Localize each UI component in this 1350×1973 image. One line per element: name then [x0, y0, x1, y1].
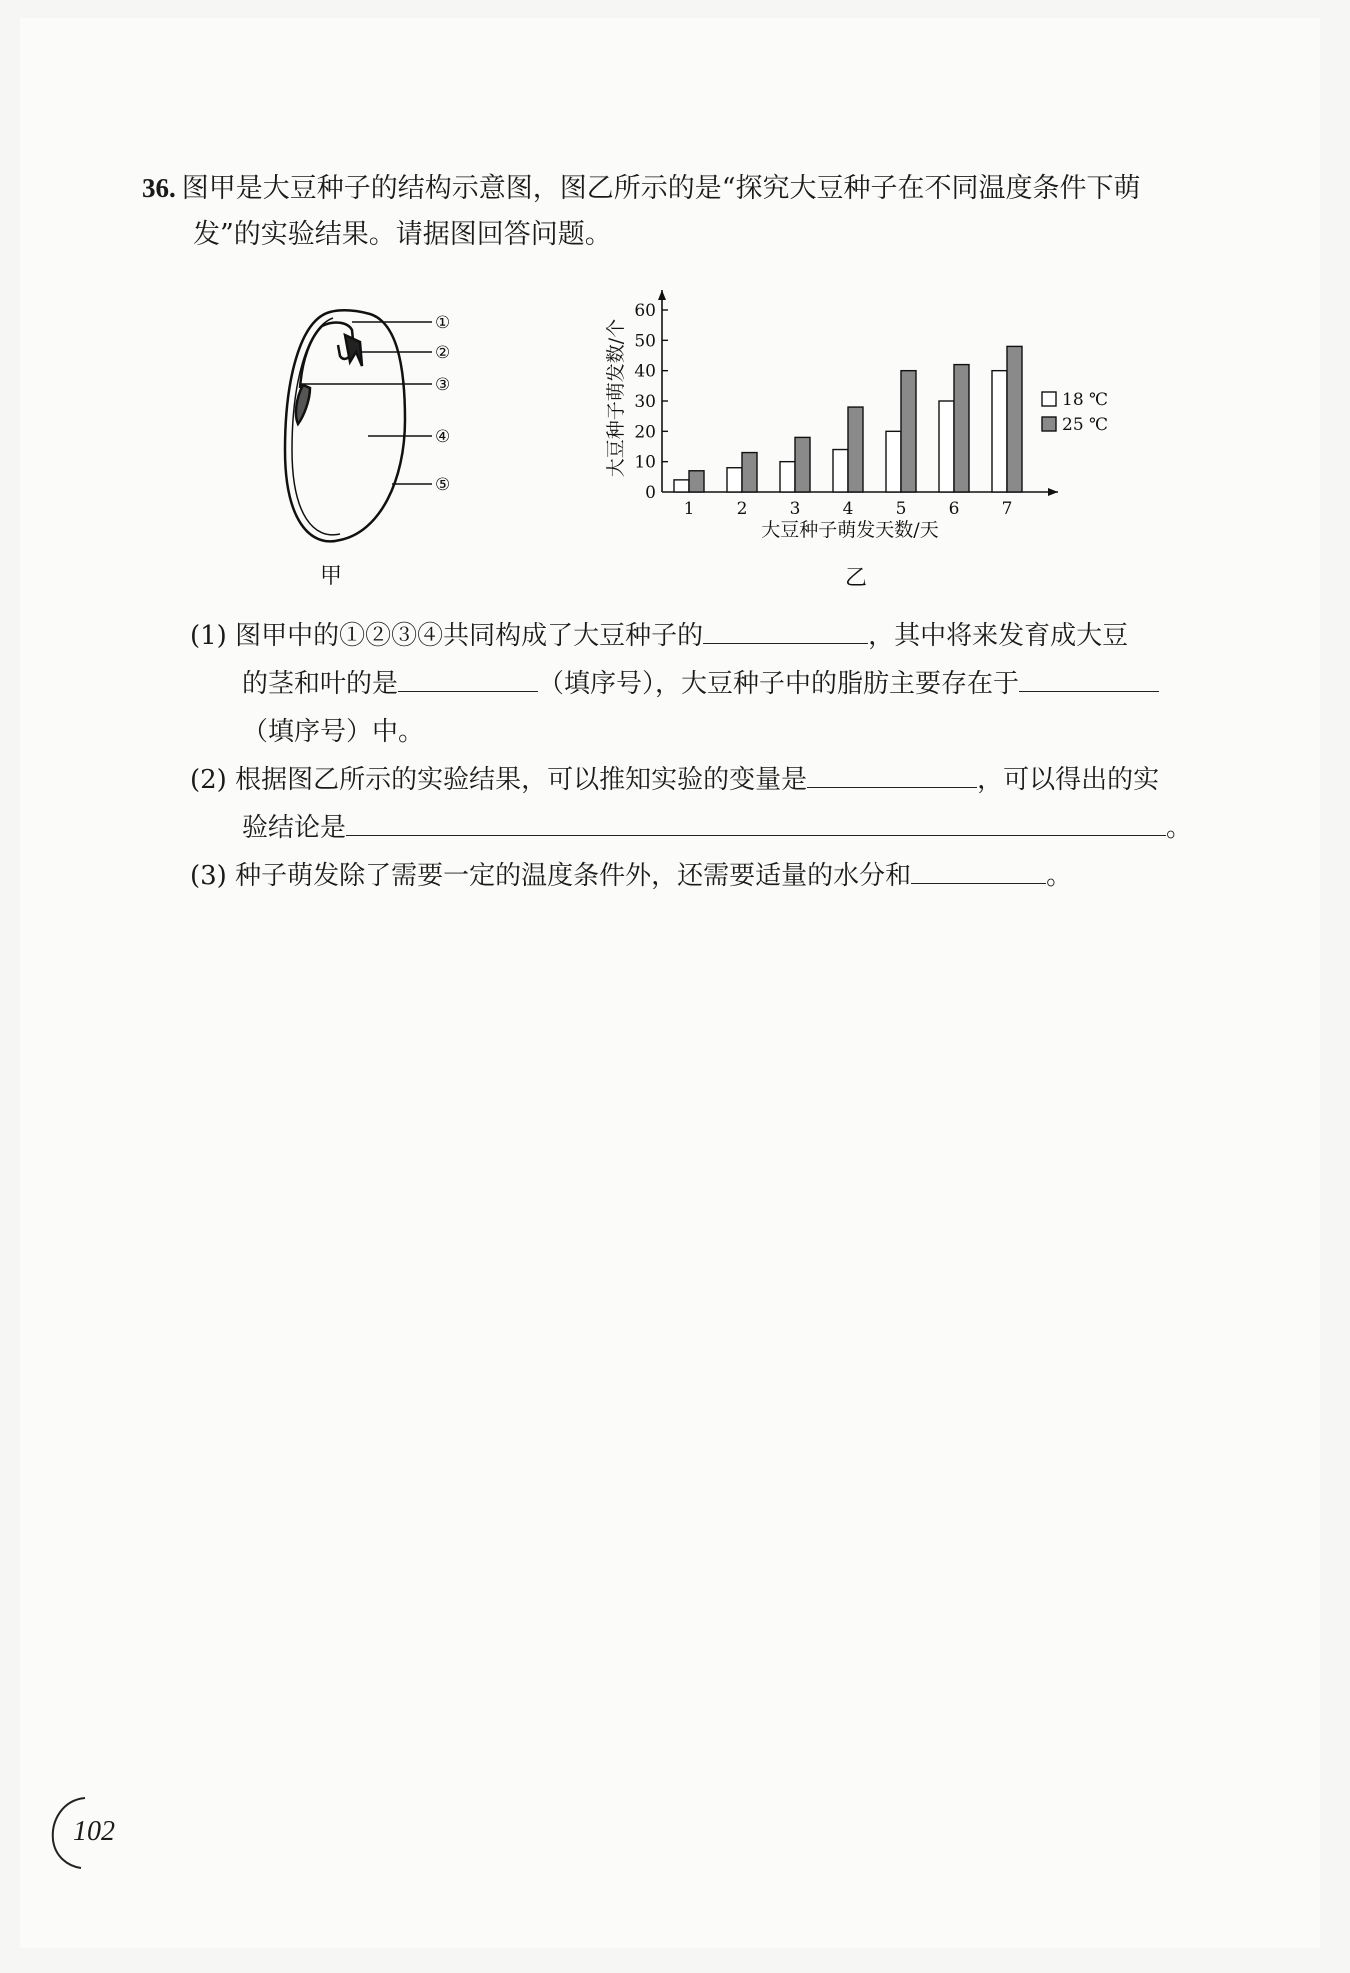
subquestion-1-text-e: （填序号）中。 [242, 717, 425, 747]
subquestion-2-text-a: 根据图乙所示的实验结果，可以推知实验的变量是 [235, 765, 808, 795]
seed-label-3: ③ [435, 375, 451, 395]
legend-swatch-25c [1042, 417, 1056, 431]
y-tick-label: 60 [634, 301, 656, 321]
answer-blank-1a[interactable] [703, 613, 868, 644]
question-text-line2: 发”的实验结果。请据图回答问题。 [193, 219, 612, 250]
figure-jia-caption: 甲 [320, 564, 343, 589]
bar-25c [1007, 346, 1022, 492]
x-tick-label: 3 [789, 499, 801, 519]
bar-25c [689, 471, 704, 492]
x-tick-label: 1 [683, 499, 695, 519]
bar-18c [992, 371, 1007, 492]
y-tick-label: 30 [634, 392, 656, 412]
seed-outline [285, 310, 405, 541]
y-axis-arrow [658, 290, 666, 300]
x-tick-label: 6 [948, 499, 960, 519]
seed-leader-lines [300, 322, 432, 484]
subquestion-1-text-d: （填序号），大豆种子中的脂肪主要存在于 [538, 669, 1020, 699]
bar-18c [939, 401, 954, 492]
answer-blank-1c[interactable] [1019, 661, 1159, 692]
bar-18c [833, 450, 848, 492]
figures [0, 0, 1350, 620]
subquestion-3-text-a: 种子萌发除了需要一定的温度条件外，还需要适量的水分和 [235, 861, 912, 891]
legend-label-25c: 25 ℃ [1062, 415, 1109, 435]
subquestion-1-text-b: ，其中将来发育成大豆 [868, 621, 1129, 651]
x-tick-label: 2 [736, 499, 748, 519]
legend-swatch-18c [1042, 392, 1056, 406]
y-tick-label: 0 [645, 483, 656, 503]
plumule [345, 335, 362, 366]
subquestion-1-text-a: 图甲中的①②③④共同构成了大豆种子的 [235, 621, 704, 651]
page-number-badge [45, 1792, 125, 1872]
subquestion-2-text-b: ，可以得出的实 [977, 765, 1160, 795]
seed-label-4: ④ [435, 427, 451, 447]
bar-18c [780, 462, 795, 492]
seed-labels [435, 313, 450, 495]
x-axis-arrow [1048, 488, 1058, 496]
germination-chart [605, 290, 1108, 541]
answer-blank-3[interactable] [911, 853, 1046, 884]
y-tick-label: 10 [634, 452, 656, 473]
subquestion-2-label: (2) [190, 765, 227, 795]
bar-25c [742, 453, 757, 492]
seed-label-1: ① [435, 313, 451, 333]
y-tick-label: 20 [634, 422, 656, 443]
subquestion-3-label: (3) [190, 861, 227, 891]
seed-label-5: ⑤ [435, 475, 451, 495]
radicle [296, 385, 310, 424]
bar-18c [727, 468, 742, 492]
bar-18c [886, 431, 901, 492]
question-text-line1: 图甲是大豆种子的结构示意图，图乙所示的是“探究大豆种子在不同温度条件下萌 [181, 173, 1141, 204]
answer-blank-2a[interactable] [807, 757, 977, 788]
bar-25c [954, 365, 969, 492]
subquestion-2-text-c: 验结论是 [242, 813, 347, 843]
seed-diagram [285, 310, 405, 541]
bar-25c [848, 407, 863, 492]
page-number: 102 [73, 1816, 115, 1847]
subquestion-2 [190, 756, 1200, 852]
figure-yi-caption: 乙 [845, 566, 868, 591]
x-tick-label: 7 [1001, 499, 1013, 519]
subquestion-1 [190, 612, 1200, 756]
subquestion-1-label: (1) [190, 621, 227, 651]
x-axis-label: 大豆种子萌发天数/天 [761, 519, 939, 541]
y-tick-label: 40 [634, 361, 656, 382]
y-axis-label: 大豆种子萌发数/个 [605, 318, 627, 478]
subquestion-2-text-d: 。 [1166, 813, 1193, 843]
y-tick-label: 50 [634, 331, 656, 352]
bar-18c [674, 480, 689, 492]
legend-label-18c: 18 ℃ [1062, 390, 1109, 410]
answer-blank-1b[interactable] [398, 661, 538, 692]
bar-25c [795, 437, 810, 492]
question-number: 36. [142, 173, 176, 203]
x-tick-label: 5 [895, 499, 907, 519]
bar-25c [901, 371, 916, 492]
answer-blank-2b[interactable] [346, 805, 1166, 836]
seed-label-2: ② [435, 343, 451, 363]
subquestion-1-text-c: 的茎和叶的是 [242, 669, 399, 699]
subquestion-3 [190, 852, 1200, 900]
x-tick-label: 4 [842, 499, 854, 519]
subquestion-3-text-b: 。 [1046, 861, 1073, 891]
